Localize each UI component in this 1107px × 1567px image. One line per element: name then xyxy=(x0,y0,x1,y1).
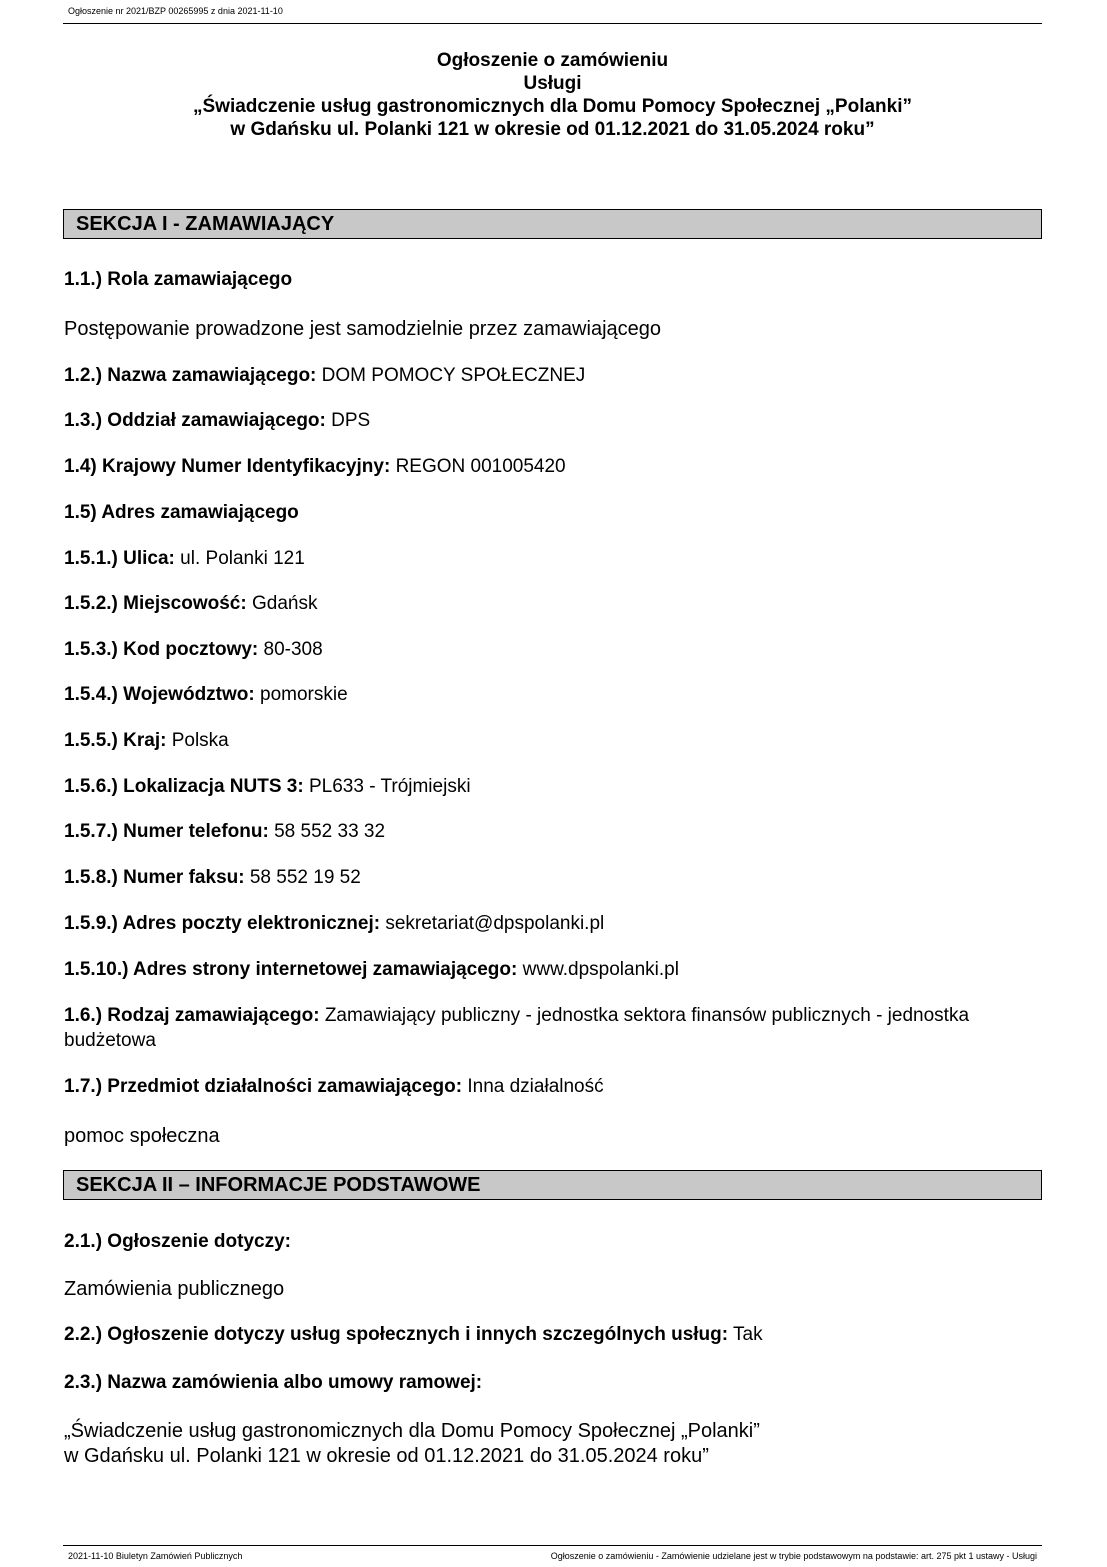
title-line-1: Ogłoszenie o zamówieniu xyxy=(436,50,669,71)
header-divider xyxy=(63,23,1042,24)
field-2-3-label: 2.3.) Nazwa zamówienia albo umowy ramowej: xyxy=(64,1372,483,1393)
field-1-5-4: 1.5.4.) Województwo: pomorskie xyxy=(64,684,348,705)
section-2-heading: SEKCJA II – INFORMACJE PODSTAWOWE xyxy=(63,1170,1042,1200)
field-1-7-extra: pomoc społeczna xyxy=(64,1125,220,1147)
field-1-1-value: Postępowanie prowadzone jest samodzielnie przez zamawiającego xyxy=(64,318,662,340)
title-line-3: „Świadczenie usług gastronomicznych dla Domu Pomocy Społecznej „Polanki” xyxy=(193,96,912,117)
field-2-2: 2.2.) Ogłoszenie dotyczy usług społecznych i innych szczególnych usług: Tak xyxy=(64,1324,763,1345)
field-1-5-1: 1.5.1.) Ulica: ul. Polanki 121 xyxy=(64,548,305,569)
field-1-5-10: 1.5.10.) Adres strony internetowej zamawiającego: www.dpspolanki.pl xyxy=(64,959,679,980)
field-1-5-7: 1.5.7.) Numer telefonu: 58 552 33 32 xyxy=(64,821,386,842)
field-1-5-9: 1.5.9.) Adres poczty elektronicznej: sekretariat@dpspolanki.pl xyxy=(64,913,605,934)
field-2-1-label: 2.1.) Ogłoszenie dotyczy: xyxy=(64,1231,291,1252)
page-header-text: Ogłoszenie nr 2021/BZP 00265995 z dnia 2021-11-10 xyxy=(68,6,283,16)
document-title xyxy=(63,49,1042,141)
footer-right-text: Ogłoszenie o zamówieniu - Zamówienie udzielane jest w trybie podstawowym na podstawie: art. 275 pkt 1 ustawy - Usługi xyxy=(550,1551,1037,1561)
field-2-3-value: „Świadczenie usług gastronomicznych dla Domu Pomocy Społecznej „Polanki” w Gdańsku ul. Polanki 121 w okresie od 01.12.2021 do 31.05.2024 roku” xyxy=(64,1420,760,1467)
field-2-1-value: Zamówienia publicznego xyxy=(64,1278,285,1300)
field-1-5-8: 1.5.8.) Numer faksu: 58 552 19 52 xyxy=(64,867,361,888)
field-1-7: 1.7.) Przedmiot działalności zamawiającego: Inna działalność xyxy=(64,1076,604,1097)
field-1-6: 1.6.) Rodzaj zamawiającego: Zamawiający publiczny - jednostka sektora finansów publicznych - jednostka budżetowa xyxy=(64,1005,970,1051)
field-1-5-label: 1.5) Adres zamawiającego xyxy=(64,502,299,523)
field-1-2: 1.2.) Nazwa zamawiającego: DOM POMOCY SPOŁECZNEJ xyxy=(64,365,586,386)
field-1-5-2: 1.5.2.) Miejscowość: Gdańsk xyxy=(64,593,318,614)
footer-left-text: 2021-11-10 Biuletyn Zamówień Publicznych xyxy=(68,1551,243,1561)
field-1-5-3: 1.5.3.) Kod pocztowy: 80-308 xyxy=(64,639,323,660)
title-line-2: Usługi xyxy=(523,73,582,94)
field-1-5-5: 1.5.5.) Kraj: Polska xyxy=(64,730,229,751)
field-1-4: 1.4) Krajowy Numer Identyfikacyjny: REGON 001005420 xyxy=(64,456,566,477)
field-1-3: 1.3.) Oddział zamawiającego: DPS xyxy=(64,410,371,431)
footer-divider xyxy=(63,1545,1042,1546)
field-1-1-label: 1.1.) Rola zamawiającego xyxy=(64,269,293,290)
field-1-5-6: 1.5.6.) Lokalizacja NUTS 3: PL633 - Trójmiejski xyxy=(64,776,471,797)
title-line-4: w Gdańsku ul. Polanki 121 w okresie od 01.12.2021 do 31.05.2024 roku” xyxy=(230,119,875,140)
section-1-heading: SEKCJA I - ZAMAWIAJĄCY xyxy=(63,209,1042,239)
